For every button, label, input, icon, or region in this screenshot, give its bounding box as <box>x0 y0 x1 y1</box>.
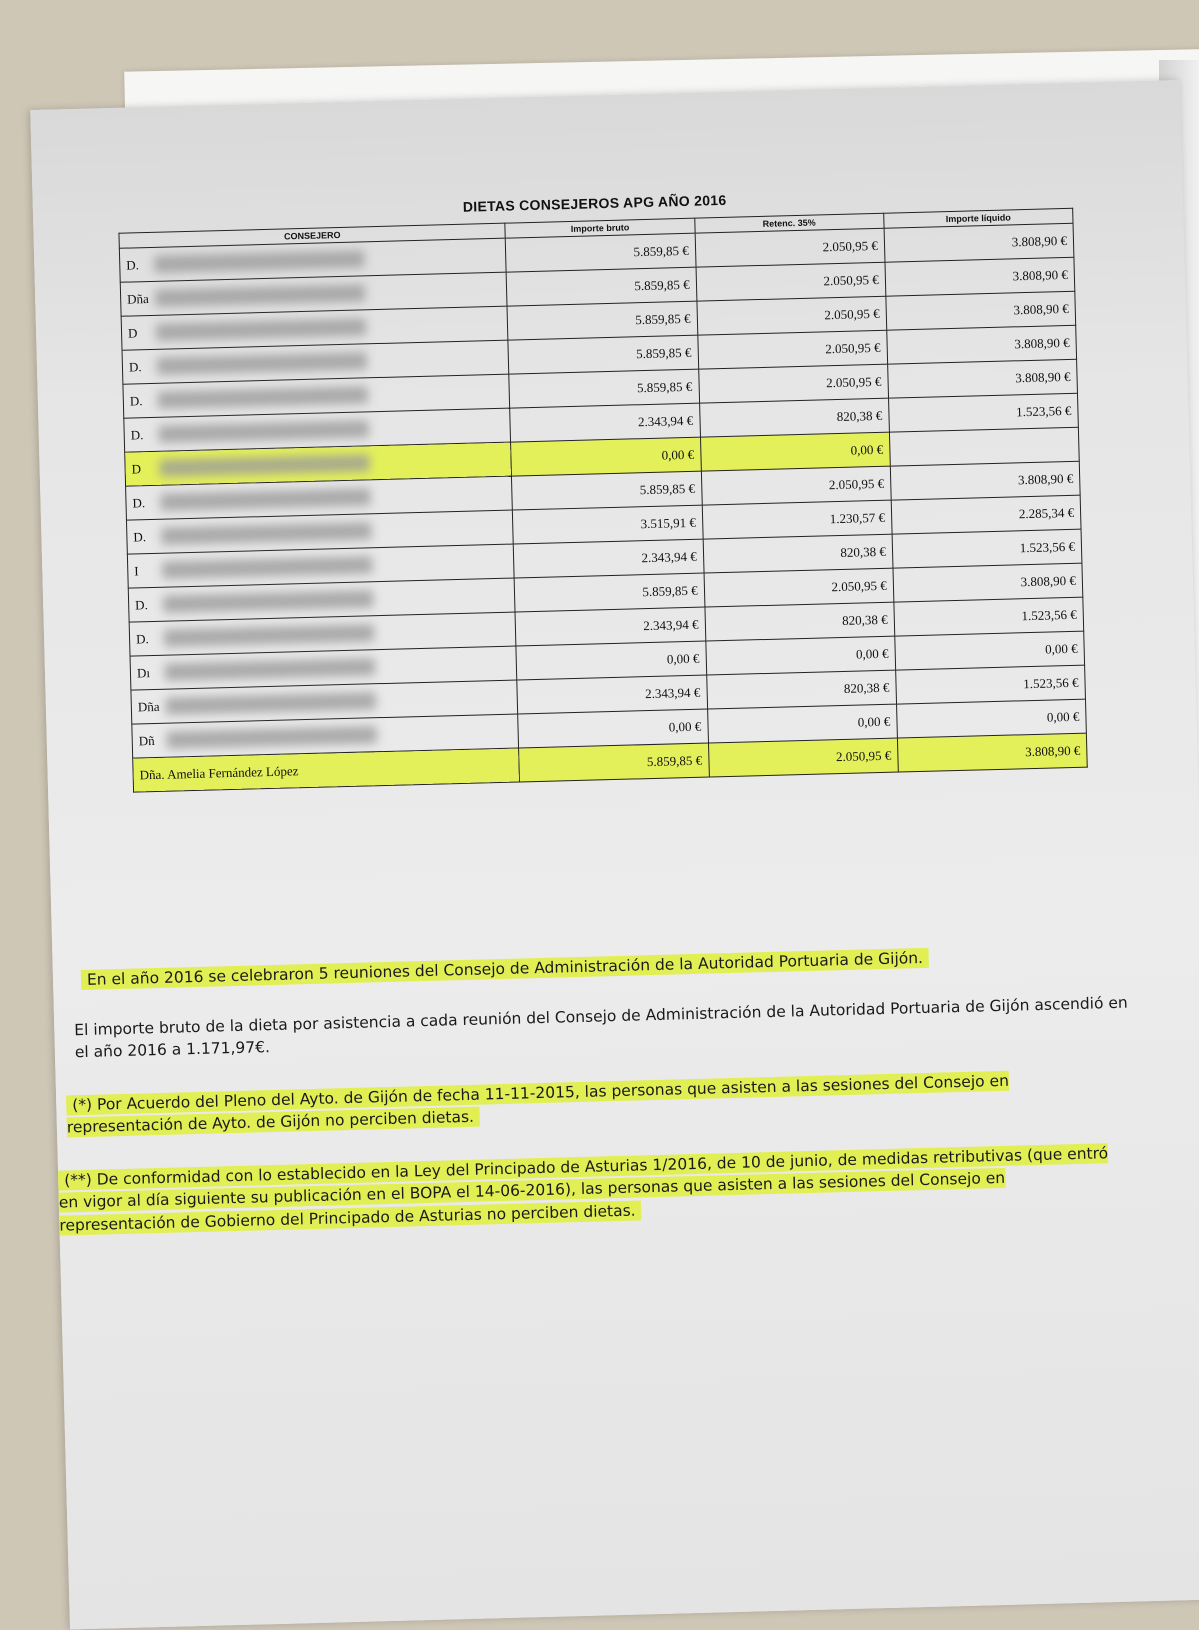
consejero-name: Dña. Amelia Fernández López <box>139 762 299 782</box>
retencion-cell: 2.050,95 € <box>695 228 885 267</box>
importe-bruto-cell: 5.859,85 € <box>507 267 697 306</box>
column-header-importe-bruto: Importe bruto <box>505 218 694 238</box>
importe-bruto-cell: 0,00 € <box>511 437 701 476</box>
column-header-consejero: CONSEJERO <box>119 223 506 248</box>
notes-section <box>52 931 1152 1235</box>
importe-bruto-cell: 3.515,91 € <box>513 505 703 544</box>
importe-bruto-cell: 0,00 € <box>516 641 706 680</box>
note-principado: (**) De conformidad con lo establecido en la Ley del Principado de Asturias 1/2016, de 10 de junio, de medidas retributivas (que entró en vigor al día siguiente su publicación en el BOPA el 14-06-2016), las personas que asisten a las sesiones del Consejo en representación de Gobierno del Principado de Asturias no perciben dietas. <box>58 1144 1109 1235</box>
importe-bruto-cell: 5.859,85 € <box>515 573 705 612</box>
note-reuniones: En el año 2016 se celebraron 5 reuniones del Consejo de Administración de la Autoridad Portuaria de Gijón. <box>81 941 1141 991</box>
retencion-cell: 0,00 € <box>707 704 897 743</box>
dietas-table <box>118 208 1087 793</box>
importe-bruto-cell: 0,00 € <box>518 709 708 748</box>
importe-bruto-cell: 2.343,94 € <box>517 675 707 714</box>
importe-liquido-cell: 3.808,90 € <box>897 733 1087 772</box>
redacted-name-blur <box>166 692 376 714</box>
retencion-cell: 820,38 € <box>706 670 896 709</box>
note-importe-dieta: El importe bruto de la dieta por asistencia a cada reunión del Consejo de Administración de la Autoridad Portuaria de Gijón ascendió en el año 2016 a 1.171,97€. <box>74 993 1128 1062</box>
retencion-cell: 820,38 € <box>705 602 895 641</box>
retencion-cell: 2.050,95 € <box>708 738 898 777</box>
consejero-name: Dña <box>126 290 150 307</box>
importe-bruto-cell: 5.859,85 € <box>506 233 696 272</box>
consejero-name: D. <box>126 256 140 273</box>
importe-bruto-cell: 2.343,94 € <box>510 403 700 442</box>
importe-liquido-cell: 0,00 € <box>895 631 1085 670</box>
retencion-cell: 0,00 € <box>700 432 890 471</box>
document-page <box>30 80 1199 1630</box>
consejero-name: D <box>127 324 138 341</box>
importe-bruto-cell: 5.859,85 € <box>509 369 699 408</box>
redacted-name-blur <box>159 420 369 442</box>
redacted-name-blur <box>165 658 375 680</box>
consejero-name: D. <box>135 630 149 646</box>
importe-liquido-cell <box>889 427 1079 466</box>
retencion-cell: 2.050,95 € <box>696 262 886 301</box>
importe-bruto-cell: 2.343,94 € <box>514 539 704 578</box>
importe-bruto-cell: 5.859,85 € <box>507 301 697 340</box>
note-ayto-gijon: (*) Por Acuerdo del Pleno del Ayto. de Gijón de fecha 11-11-2015, las personas que asisten a las sesiones del Consejo en representación de Ayto. de Gijón no perciben dietas. <box>66 1071 1010 1137</box>
consejero-name: D <box>131 460 142 477</box>
column-header-importe-liquido: Importe líquido <box>884 208 1074 228</box>
importe-liquido-cell: 1.523,56 € <box>895 665 1085 704</box>
importe-liquido-cell: 3.808,90 € <box>885 257 1075 296</box>
retencion-cell: 2.050,95 € <box>697 330 887 369</box>
importe-liquido-cell: 3.808,90 € <box>887 359 1077 398</box>
redacted-name-blur <box>163 590 373 612</box>
retencion-cell: 2.050,95 € <box>698 364 888 403</box>
retencion-cell: 1.230,57 € <box>702 500 892 539</box>
retencion-cell: 0,00 € <box>705 636 895 675</box>
consejero-name: D. <box>134 596 149 612</box>
redacted-name-blur <box>157 352 367 374</box>
importe-liquido-cell: 2.285,34 € <box>891 495 1081 534</box>
consejero-name: Dñ <box>138 732 155 748</box>
column-header-retencion: Retenc. 35% <box>694 213 883 233</box>
redacted-name-blur <box>155 284 365 306</box>
redacted-name-blur <box>161 522 371 544</box>
redacted-name-blur <box>162 556 372 578</box>
importe-liquido-cell: 1.523,56 € <box>894 597 1084 636</box>
importe-liquido-cell: 3.808,90 € <box>886 291 1076 330</box>
consejero-name: I <box>134 562 139 578</box>
consejero-name: D. <box>133 528 147 544</box>
redacted-name-blur <box>164 624 374 646</box>
importe-bruto-cell: 5.859,85 € <box>512 471 702 510</box>
redacted-name-blur <box>159 454 369 476</box>
redacted-name-blur <box>154 250 364 272</box>
retencion-cell: 2.050,95 € <box>697 296 887 335</box>
redacted-name-blur <box>160 488 370 510</box>
consejero-name: Dı <box>136 664 151 680</box>
consejero-name: D. <box>128 358 142 375</box>
importe-liquido-cell: 3.808,90 € <box>893 563 1083 602</box>
retencion-cell: 2.050,95 € <box>701 466 891 505</box>
retencion-cell: 2.050,95 € <box>704 568 894 607</box>
redacted-name-blur <box>156 318 366 340</box>
importe-bruto-cell: 5.859,85 € <box>519 743 709 782</box>
consejero-name: D. <box>132 494 146 511</box>
importe-bruto-cell: 5.859,85 € <box>508 335 698 374</box>
importe-bruto-cell: 2.343,94 € <box>515 607 705 646</box>
consejero-name: D. <box>130 426 144 443</box>
consejero-name: Dña <box>137 698 160 714</box>
consejero-name: D. <box>129 392 143 409</box>
importe-liquido-cell: 1.523,56 € <box>892 529 1082 568</box>
retencion-cell: 820,38 € <box>703 534 893 573</box>
importe-liquido-cell: 1.523,56 € <box>888 393 1078 432</box>
document-title: DIETAS CONSEJEROS APG AÑO 2016 <box>462 191 727 215</box>
importe-liquido-cell: 0,00 € <box>896 699 1086 738</box>
importe-liquido-cell: 3.808,90 € <box>890 461 1080 500</box>
importe-liquido-cell: 3.808,90 € <box>884 223 1074 262</box>
redacted-name-blur <box>167 726 377 748</box>
redacted-name-blur <box>158 386 368 408</box>
retencion-cell: 820,38 € <box>699 398 889 437</box>
importe-liquido-cell: 3.808,90 € <box>887 325 1077 364</box>
